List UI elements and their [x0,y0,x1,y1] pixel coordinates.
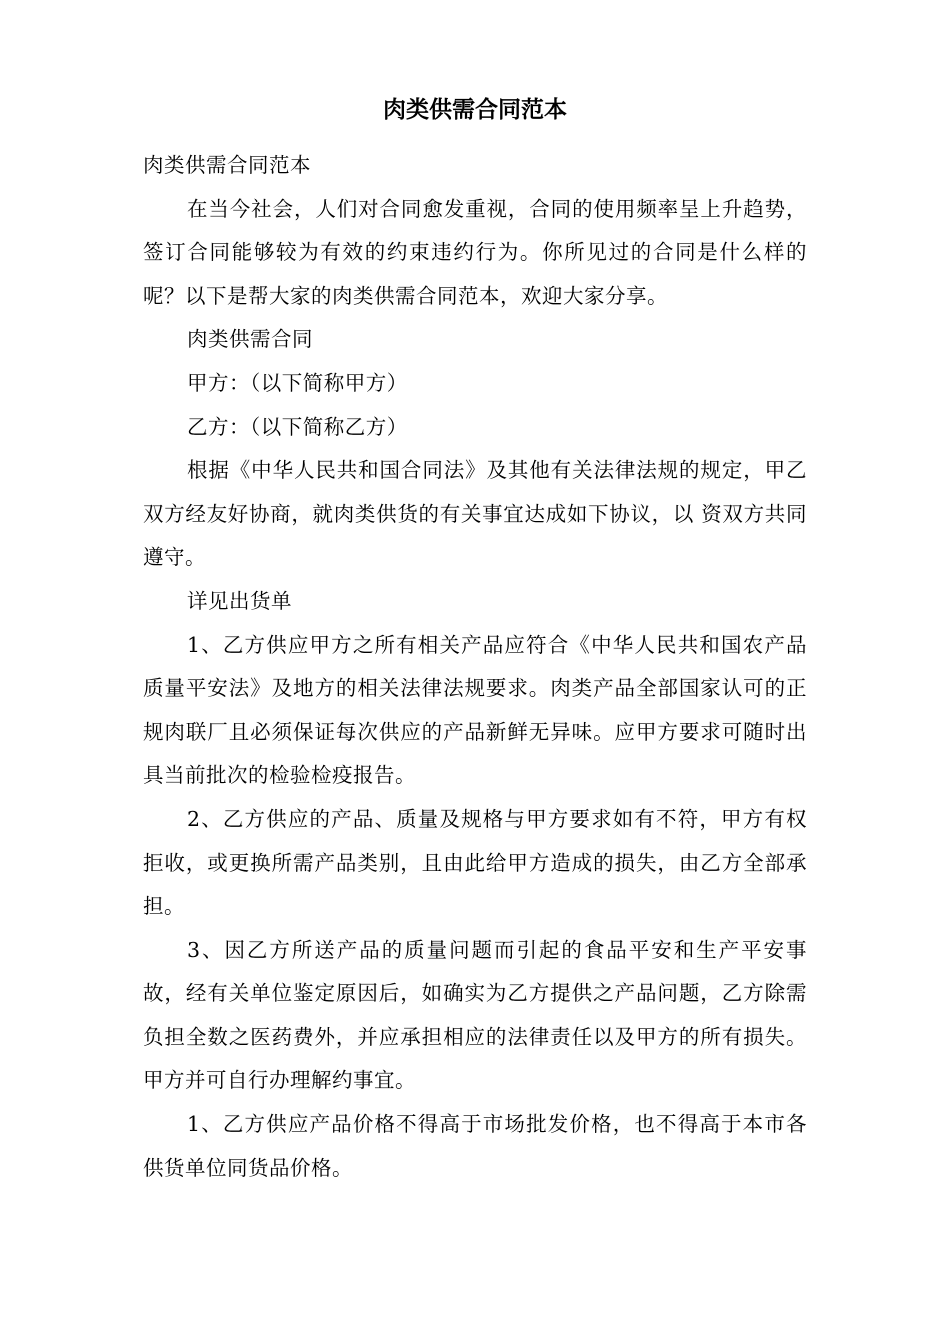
paragraph-subtitle: 肉类供需合同范本 [143,153,311,177]
paragraph-clause-price-1: 1、乙方供应产品价格不得高于市场批发价格，也不得高于本市各供货单位同货品价格。 [143,1112,807,1180]
document-title: 肉类供需合同范本 [383,97,567,123]
paragraph-party-a: 甲方：（以下简称甲方） [187,370,408,395]
paragraph-legal-basis: 根据《中华人民共和国合同法》及其他有关法律法规的规定，甲乙双方经友好协商，就肉类供货的有关事宜达成如下协议，以 资双方共同遵守。 [143,458,807,570]
paragraph-clause-quality-3: 3、因乙方所送产品的质量问题而引起的食品平安和生产平安事故，经有关单位鉴定原因后，如确实为乙方提供之产品问题，乙方除需负担全数之医药费外，并应承担相应的法律责任以及甲方的所有损失。甲方并可自行办理解约事宜。 [143,937,807,1093]
paragraph-clause-quality-1: 1、乙方供应甲方之所有相关产品应符合《中华人民共和国农产品质量平安法》及地方的相关法律法规要求。肉类产品全部国家认可的正规肉联厂且必须保证每次供应的产品新鲜无异味。应甲方要求可随时出具当前批次的检验检疫报告。 [143,632,807,788]
paragraph-shipping-list: 详见出货单 [187,588,292,613]
paragraph-intro: 在当今社会，人们对合同愈发重视，合同的使用频率呈上升趋势，签订合同能够较为有效的约束违约行为。你所见过的合同是什么样的呢？以下是帮大家的肉类供需合同范本，欢迎大家分享。 [143,196,807,308]
document-body [143,144,807,1190]
paragraph-party-b: 乙方：（以下简称乙方） [187,414,408,439]
paragraph-clause-quality-2: 2、乙方供应的产品、质量及规格与甲方要求如有不符，甲方有权拒收，或更换所需产品类别，且由此给甲方造成的损失，由乙方全部承担。 [143,806,807,919]
paragraph-contract-name: 肉类供需合同 [187,327,313,352]
